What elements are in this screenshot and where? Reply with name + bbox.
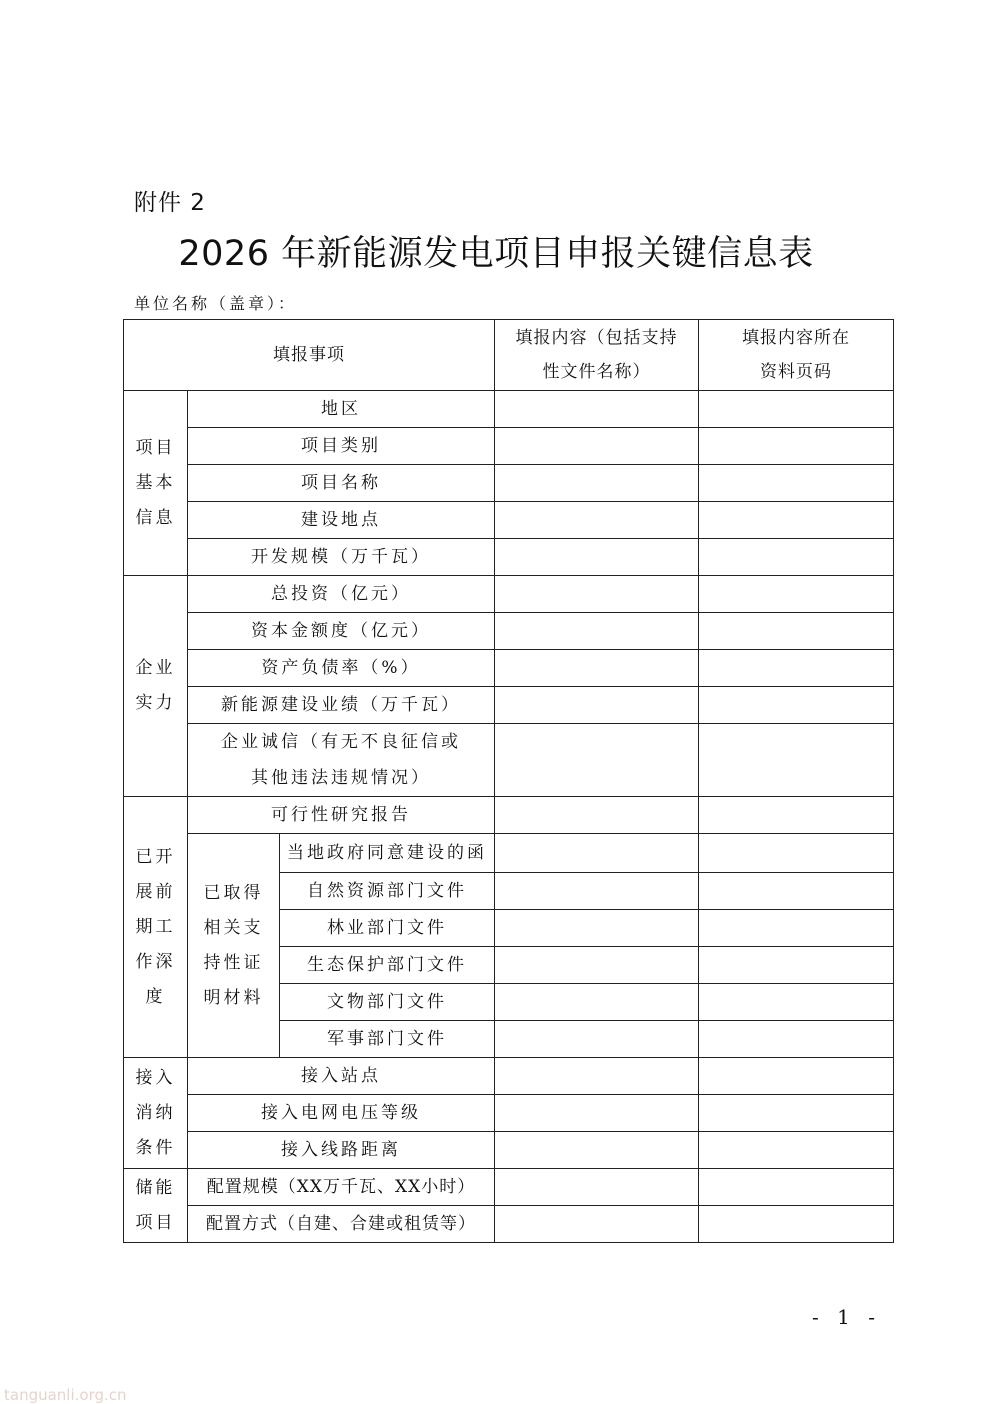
item-total-investment: 总投资（亿元） (188, 576, 495, 613)
table-row (124, 797, 894, 834)
content-cell[interactable] (495, 650, 699, 687)
attachment-label: 附件 2 (134, 190, 206, 216)
page-cell[interactable] (699, 539, 894, 576)
subcategory-supporting-materials: 已取得 相关支 持性证 明材料 (188, 834, 280, 1058)
category-enterprise-strength: 企业 实力 (124, 576, 188, 797)
category-basic-info: 项目 基本 信息 (124, 391, 188, 576)
table-row (124, 1132, 894, 1169)
item-enterprise-credit: 企业诚信（有无不良征信或 其他违法违规情况） (188, 724, 495, 797)
content-cell[interactable] (495, 873, 699, 910)
page-cell[interactable] (699, 984, 894, 1021)
table-row (124, 1206, 894, 1243)
item-forestry-doc: 林业部门文件 (280, 910, 495, 947)
item-line-distance: 接入线路距离 (188, 1132, 495, 1169)
content-cell[interactable] (495, 724, 699, 797)
content-cell[interactable] (495, 687, 699, 724)
table-row (124, 834, 894, 873)
item-access-station: 接入站点 (188, 1058, 495, 1095)
unit-name-label: 单位名称（盖章）： (134, 294, 298, 313)
table-row (124, 1169, 894, 1206)
table-row (124, 1095, 894, 1132)
item-voltage-level: 接入电网电压等级 (188, 1095, 495, 1132)
header-content: 填报内容（包括支持 性文件名称） (495, 320, 699, 391)
table-row (124, 724, 894, 797)
table-header-row (124, 320, 894, 391)
item-capital-amount: 资本金额度（亿元） (188, 613, 495, 650)
content-cell[interactable] (495, 576, 699, 613)
item-military-doc: 军事部门文件 (280, 1021, 495, 1058)
page-cell[interactable] (699, 650, 894, 687)
content-cell[interactable] (495, 1206, 699, 1243)
watermark-text: tanguanli.org.cn (4, 1386, 127, 1404)
table-row (124, 502, 894, 539)
document-title: 2026 年新能源发电项目申报关键信息表 (178, 234, 814, 274)
content-cell[interactable] (495, 797, 699, 834)
content-cell[interactable] (495, 1132, 699, 1169)
content-cell[interactable] (495, 1095, 699, 1132)
page-cell[interactable] (699, 391, 894, 428)
page-cell[interactable] (699, 687, 894, 724)
item-region: 地区 (188, 391, 495, 428)
content-cell[interactable] (495, 613, 699, 650)
item-debt-ratio: 资产负债率（%） (188, 650, 495, 687)
page-cell[interactable] (699, 1095, 894, 1132)
content-cell[interactable] (495, 834, 699, 873)
page-cell[interactable] (699, 502, 894, 539)
content-cell[interactable] (495, 502, 699, 539)
content-cell[interactable] (495, 984, 699, 1021)
key-info-table (123, 319, 894, 1243)
page-cell[interactable] (699, 613, 894, 650)
item-cultural-relics-doc: 文物部门文件 (280, 984, 495, 1021)
page-number: - 1 - (812, 1305, 881, 1329)
table-row (124, 428, 894, 465)
category-preliminary-work: 已开 展前 期工 作深 度 (124, 797, 188, 1058)
page-cell[interactable] (699, 1058, 894, 1095)
item-storage-scale: 配置规模（XX万千瓦、XX小时） (188, 1169, 495, 1206)
item-construction-site: 建设地点 (188, 502, 495, 539)
content-cell[interactable] (495, 1058, 699, 1095)
page-cell[interactable] (699, 1021, 894, 1058)
page-cell[interactable] (699, 910, 894, 947)
category-storage: 储能 项目 (124, 1169, 188, 1243)
content-cell[interactable] (495, 539, 699, 576)
content-cell[interactable] (495, 428, 699, 465)
content-cell[interactable] (495, 947, 699, 984)
item-ecology-doc: 生态保护部门文件 (280, 947, 495, 984)
table-row (124, 613, 894, 650)
table-row (124, 391, 894, 428)
item-development-scale: 开发规模（万千瓦） (188, 539, 495, 576)
item-natural-resources-doc: 自然资源部门文件 (280, 873, 495, 910)
item-project-type: 项目类别 (188, 428, 495, 465)
table-row (124, 1058, 894, 1095)
page-cell[interactable] (699, 1169, 894, 1206)
table-row (124, 576, 894, 613)
page-cell[interactable] (699, 1132, 894, 1169)
page-cell[interactable] (699, 428, 894, 465)
content-cell[interactable] (495, 1021, 699, 1058)
item-new-energy-record: 新能源建设业绩（万千瓦） (188, 687, 495, 724)
content-cell[interactable] (495, 465, 699, 502)
page-cell[interactable] (699, 1206, 894, 1243)
table-row (124, 465, 894, 502)
header-page: 填报内容所在 资料页码 (699, 320, 894, 391)
page-cell[interactable] (699, 834, 894, 873)
page-cell[interactable] (699, 947, 894, 984)
item-project-name: 项目名称 (188, 465, 495, 502)
item-storage-mode: 配置方式（自建、合建或租赁等） (188, 1206, 495, 1243)
content-cell[interactable] (495, 910, 699, 947)
page-cell[interactable] (699, 873, 894, 910)
item-feasibility-report: 可行性研究报告 (188, 797, 495, 834)
table-row (124, 539, 894, 576)
page-cell[interactable] (699, 576, 894, 613)
category-grid-access: 接入 消纳 条件 (124, 1058, 188, 1169)
page-cell[interactable] (699, 724, 894, 797)
table-row (124, 650, 894, 687)
header-item: 填报事项 (124, 320, 495, 391)
page-cell[interactable] (699, 465, 894, 502)
table-row (124, 687, 894, 724)
content-cell[interactable] (495, 391, 699, 428)
content-cell[interactable] (495, 1169, 699, 1206)
page-cell[interactable] (699, 797, 894, 834)
item-government-letter: 当地政府同意建设的函 (280, 834, 495, 873)
